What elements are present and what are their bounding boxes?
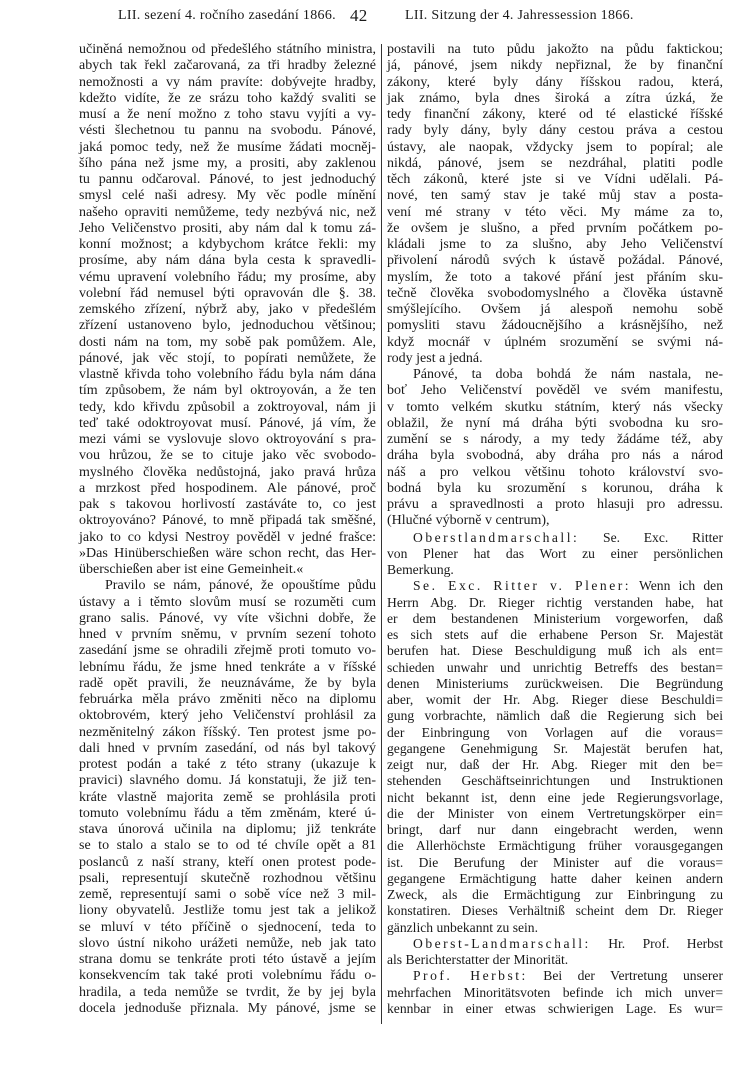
text-line: vou hrůzou, že se to cituje jako věc svobodo- (79, 448, 376, 464)
paragraph (387, 367, 723, 530)
text-line: kdežto vidíte, že ze srázu toho každý svaliti se (79, 90, 376, 106)
page-number: 42 (350, 6, 368, 25)
paragraph (387, 936, 723, 969)
text-line: es sich stets auf die erhabene Person Sr. Majestät (387, 627, 723, 642)
paragraph (387, 42, 723, 367)
text-line: tomuto volebnímu řádu a těm změnám, které ú- (79, 805, 376, 821)
text-line: (Hlučné výborně v centrum), (387, 513, 550, 529)
text-line: náš a pro velkou většinu tohoto království svo- (387, 464, 723, 480)
text-line: mezi vámi se vyslovuje slovo oktroyování s pra- (79, 432, 376, 447)
text-line: učiněná nemožnou od předešlého státního ministra, (79, 42, 376, 57)
text-line: dali hned v prvním zasedání, od nás byl takový (79, 740, 376, 756)
text-line: die Allerhöchste Ermächtigung früher vorausgegangen (387, 838, 723, 854)
left-column-czech (79, 42, 376, 1017)
text-line: tedy finanční zákony, které od té elastické říšské (387, 107, 723, 122)
text-line: überschießen aber ist eine Gemeinheit.« (79, 562, 304, 577)
text-line: rody jest a jedná. (387, 350, 483, 366)
text-line: mehrfachen Minoritätsvoten befinde ich mich unver= (387, 984, 723, 1000)
text-line: nové, ten samý stav je také můj stav a posta- (387, 188, 723, 204)
column-divider (381, 44, 382, 1024)
text-line: vlastně křivda toho volebního řádu byla nám dána (79, 367, 376, 382)
text-line: tím způsobem, že nám byl oktroyován, a že ten (79, 383, 376, 399)
text-line: Herrn Abg. Dr. Rieger richtig verstanden habe, hat (387, 594, 723, 610)
text-line: těch zákonů, které jste si ve Vídni udělali. Pá- (387, 172, 723, 187)
paragraph (387, 530, 723, 579)
text-line: vésti šlechetnou tu pannu na svobodu. Pánové, (79, 123, 376, 139)
text-line: gung vorbrachte, nämlich daß die Regierung sich bei (387, 708, 723, 724)
text-line: oktroyováno? Pánové, to mně připadá tak směšné, (79, 513, 376, 529)
text-line: von Plener hat das Wort zu einer persönlichen (387, 545, 723, 561)
text-line: zasedání jsme se ohradili zřejmě proti tomuto vo- (79, 643, 376, 659)
speech-text: Hr. Prof. Herbst (608, 935, 723, 951)
text-line: zákony, které byly dány říšskou radou, která, (387, 74, 723, 90)
text-line: Zweck, als die Ermächtigung zur Einbringung zu (387, 887, 723, 902)
text-line: nikdá, pánové, jsem se nezdráhal, platiti podle (387, 155, 723, 171)
text-line: prosíme, aby nám dána byla cesta k spravedli- (79, 253, 376, 269)
text-line: kráte vlastně majorita země se prohlásila proti (79, 789, 376, 805)
text-line: boť Jeho Veličenství pověděl ve svém manifestu, (387, 383, 723, 399)
text-line (387, 530, 723, 546)
paragraph (79, 578, 376, 1017)
right-column-mixed (387, 42, 723, 1017)
text-line: psali, representují skutečně rozhodnou většinu (79, 870, 376, 886)
text-line: nemožnosti a vy nám pravíte: dobývejte hradby, (79, 74, 376, 90)
text-line: bodná byla ku srozumění s korunou, dráha k (387, 480, 723, 496)
text-line: postavili na tuto půdu jakožto na půdu faktickou; (387, 42, 723, 57)
text-line: právu a spravedlnosti a proto hlasuji pro adressu. (387, 497, 723, 512)
text-line: protest podán a také z této strany (ukazuje k (79, 757, 376, 772)
text-line: pak s takovou horlivostí zastáváte to, co jest (79, 497, 376, 512)
text-line: oktobrovém, který jeho Veličenství prohlásil za (79, 708, 376, 724)
paragraph (387, 968, 723, 1017)
text-line: konstatiren. Dieses Verhältniß scheint dem Dr. Rieger (387, 903, 723, 919)
text-line: die der Minister von einem Vertretungskörper ein= (387, 805, 723, 821)
text-line: als Berichterstatter der Minorität. (387, 952, 569, 967)
speaker-name: Oberst-Landmarschall: (413, 935, 591, 951)
text-line: myslného člověka nedůstojná, jako pravá hrůza (79, 464, 376, 480)
text-line: poslanců z naší strany, kteří onen protest pode- (79, 854, 376, 870)
text-line: kládali jsme to za slušno, aby Jeho Veličenství (387, 237, 723, 252)
paragraph (387, 578, 723, 936)
text-line: dráha byla svobodná, aby dráha pro nás a národ (387, 448, 723, 464)
text-line: kennbar in einer etwas schwierigen Lage. Es wur= (387, 1000, 723, 1016)
running-header-czech: LII. sezení 4. ročního zasedání 1866. (118, 8, 336, 23)
text-line: pomysliti stavu žádoucnějšího a krásnějšího, než (387, 318, 723, 334)
text-line: nicht bekannt ist, denn eine jede Regierungsvorlage, (387, 789, 723, 805)
text-line: myslím, že toto a takové přání jest přáním sku- (387, 269, 723, 285)
text-line: gänzlich unbekannt zu sein. (387, 919, 538, 935)
text-line: Jeho Veličenstvo prositi, aby nám dal k tomu zá- (79, 220, 376, 236)
text-line: gegangene Genehmigung Sr. Majestät berufen hat, (387, 740, 723, 756)
text-line: Pravilo se nám, pánové, že opouštíme půdu (105, 578, 376, 594)
text-line: zumění se s národy, a my tedy žádáme též, aby (387, 432, 723, 447)
text-line: ústavy, ale naopak, vždycky jsem to popíral; ale (387, 139, 723, 155)
text-line: se to stalo a stalo se to od té chvíle opět a 81 (79, 838, 376, 854)
text-line: denen Ministeriums zurückweisen. Die Begründung (387, 675, 723, 691)
text-line: konní možnost; a kdybychom krátce řekli: my (79, 237, 376, 252)
text-line: pravici) slavného domu. Já konstatuji, že již ten- (79, 773, 376, 789)
text-line: hned v prvním sněmu, v prvním sezení tohoto (79, 627, 376, 642)
text-line: ist. Die Berufung der Minister auf die voraus= (387, 854, 723, 870)
text-line: jaká pomoc tedy, než že musíme žádati mocněj- (79, 139, 376, 155)
text-line: jak známo, byla dnes široká a zítra úzká, že (387, 90, 723, 106)
text-line: zeigt nur, daß der Hr. Abg. Rieger mit den be= (387, 757, 723, 772)
text-line: musí a že není možno z toho stavu vyjíti a vy- (79, 107, 376, 122)
text-line: našeho opraviti nemůžeme, tedy nezbývá nic, než (79, 204, 376, 220)
speaker-name: Prof. Herbst: (413, 968, 528, 984)
text-line: já, pánové, jsem nikdy nepřiznal, že by finanční (387, 58, 723, 74)
text-line: že ovšem je slušno, a před prvním počátkem po- (387, 220, 723, 236)
text-line: konsekvencím tak také proti volebnímu řádu o- (79, 968, 376, 984)
speech-text: Wenn ich den (639, 578, 723, 594)
text-line: aber, womit der Hr. Abg. Rieger diese Beschuldi= (387, 692, 723, 707)
text-line: strana domu se tenkráte proti této ústavě a jejím (79, 952, 376, 967)
text-line: jako to co kdysi Nestroy pověděl v jedné frašce: (79, 529, 376, 545)
text-line (387, 936, 723, 952)
text-line: dosti nám na tom, my sobě pak pomůžem. Ale, (79, 334, 376, 350)
text-line: šího pána než jsme my, a prositi, aby zaklenou (79, 155, 376, 171)
speaker-name: Se. Exc. Ritter v. Plener: (413, 578, 632, 594)
text-line: tečně člověka svobodomyslného a člověka ústavně (387, 285, 723, 301)
speech-text: Se. Exc. Ritter (603, 529, 723, 545)
text-line: »Das Hinüberschießen wäre schon recht, das Her- (79, 545, 376, 561)
text-line: Pánové, ta doba bohdá že nám nastala, ne- (413, 367, 723, 382)
text-line: lebnímu řádu, že jsme hned tenkráte a v říšské (79, 659, 376, 675)
text-line: berufen hat. Diese Beschuldigung muß ich als ent= (387, 643, 723, 659)
text-line: nezměnitelný zákon říšský. Ten protest jsme po- (79, 724, 376, 740)
text-line: bringt, darf nur dann eingebracht werden, wenn (387, 822, 723, 837)
text-line: abych tak řekl začarovaná, za tři hradby železné (79, 58, 376, 74)
text-line (387, 968, 723, 984)
text-line: oblažil, že nyní má dráha býti svobodna ku sro- (387, 415, 723, 431)
speaker-name: Oberstlandmarschall: (413, 529, 580, 545)
text-line: přivolení národů svých k ústavě požádal. Pánové, (387, 253, 723, 269)
text-line: smýšlejícího. Ovšem já alespoň nemohu sobě (387, 302, 723, 317)
text-line: gegangene Ermächtigung hatte daher keinen andern (387, 870, 723, 886)
text-line: radě opět pravili, že neuznáváme, že by byla (79, 675, 376, 691)
text-line: tu pannu odčaroval. Pánové, to jest jednoduchý (79, 172, 376, 187)
text-line: rady byly dány, byly dány cestou práva a cestou (387, 123, 723, 139)
text-line: vému upravení volebního řádu; my prosíme, aby (79, 269, 376, 285)
text-line: er dem bestandenen Ministerium vorgeworfen, daß (387, 610, 723, 626)
text-line: stehenden Geschäftseinrichtungen und Instruktionen (387, 773, 723, 789)
text-line: der Einbringung von Vorlagen auf die voraus= (387, 724, 723, 740)
text-line: zřízení ustanoveno bylo, jednoduchou většinou; (79, 318, 376, 334)
text-line: ústavy a i těmto slovům musí se rozuměti cum (79, 594, 376, 610)
running-header-german: LII. Sitzung der 4. Jahressession 1866. (405, 8, 634, 23)
text-line: vení mé strany v této věci. My máme za to, (387, 204, 723, 220)
paragraph (79, 42, 376, 578)
text-line: a mrzkost před hospodinem. Ale pánové, proč (79, 480, 376, 496)
speech-text: Bei der Vertretung unserer (543, 968, 723, 984)
text-line: hradila, a teda nemůže se tvrdit, že by jej byla (79, 984, 376, 1000)
text-line: Bemerkung. (387, 562, 454, 577)
text-line: pánové, jak věc stojí, to popírati nemůžete, že (79, 350, 376, 366)
text-line: tedy, kdo křivdu způsobil a zoktroyoval, nám ji (79, 399, 376, 415)
text-line: liony obyvatelů. Jestliže tomu jest tak a jelikož (79, 903, 376, 919)
text-line: februárka měla právo změniti něco na diplomu (79, 692, 376, 707)
text-line: schieden unwahr und unrichtig Betreffs des bestan= (387, 659, 723, 675)
text-line: země, representují sami o sobě více než 3 mil- (79, 887, 376, 902)
text-line (387, 578, 723, 594)
text-line: v tomto velkém skutku státním, který nás všecky (387, 399, 723, 415)
text-line: stava únorová učinila na diplomu; již tenkráte (79, 822, 376, 837)
text-line: slovo ústní nikoho urážeti nemůže, neb jak tato (79, 935, 376, 951)
text-line: se mluví v této příčině o sjednocení, teda to (79, 919, 376, 935)
text-line: volební řád nemusel býti opravován dle §. 38. (79, 285, 376, 301)
text-line: když mocnář v úplném srozumění se svými ná- (387, 334, 723, 350)
text-line: smysl celé naši adresy. My věc podle mínění (79, 188, 376, 204)
text-line: zemského zřízení, nýbrž aby, jako v předešlém (79, 302, 376, 317)
text-line: docela jednoduše přiznala. My pánové, jsme se (79, 1000, 376, 1016)
text-line: teď také odoktroyovat musí. Pánové, já vím, že (79, 415, 376, 431)
text-line: grano salis. Pánové, vy víte všichni dobře, že (79, 610, 376, 626)
